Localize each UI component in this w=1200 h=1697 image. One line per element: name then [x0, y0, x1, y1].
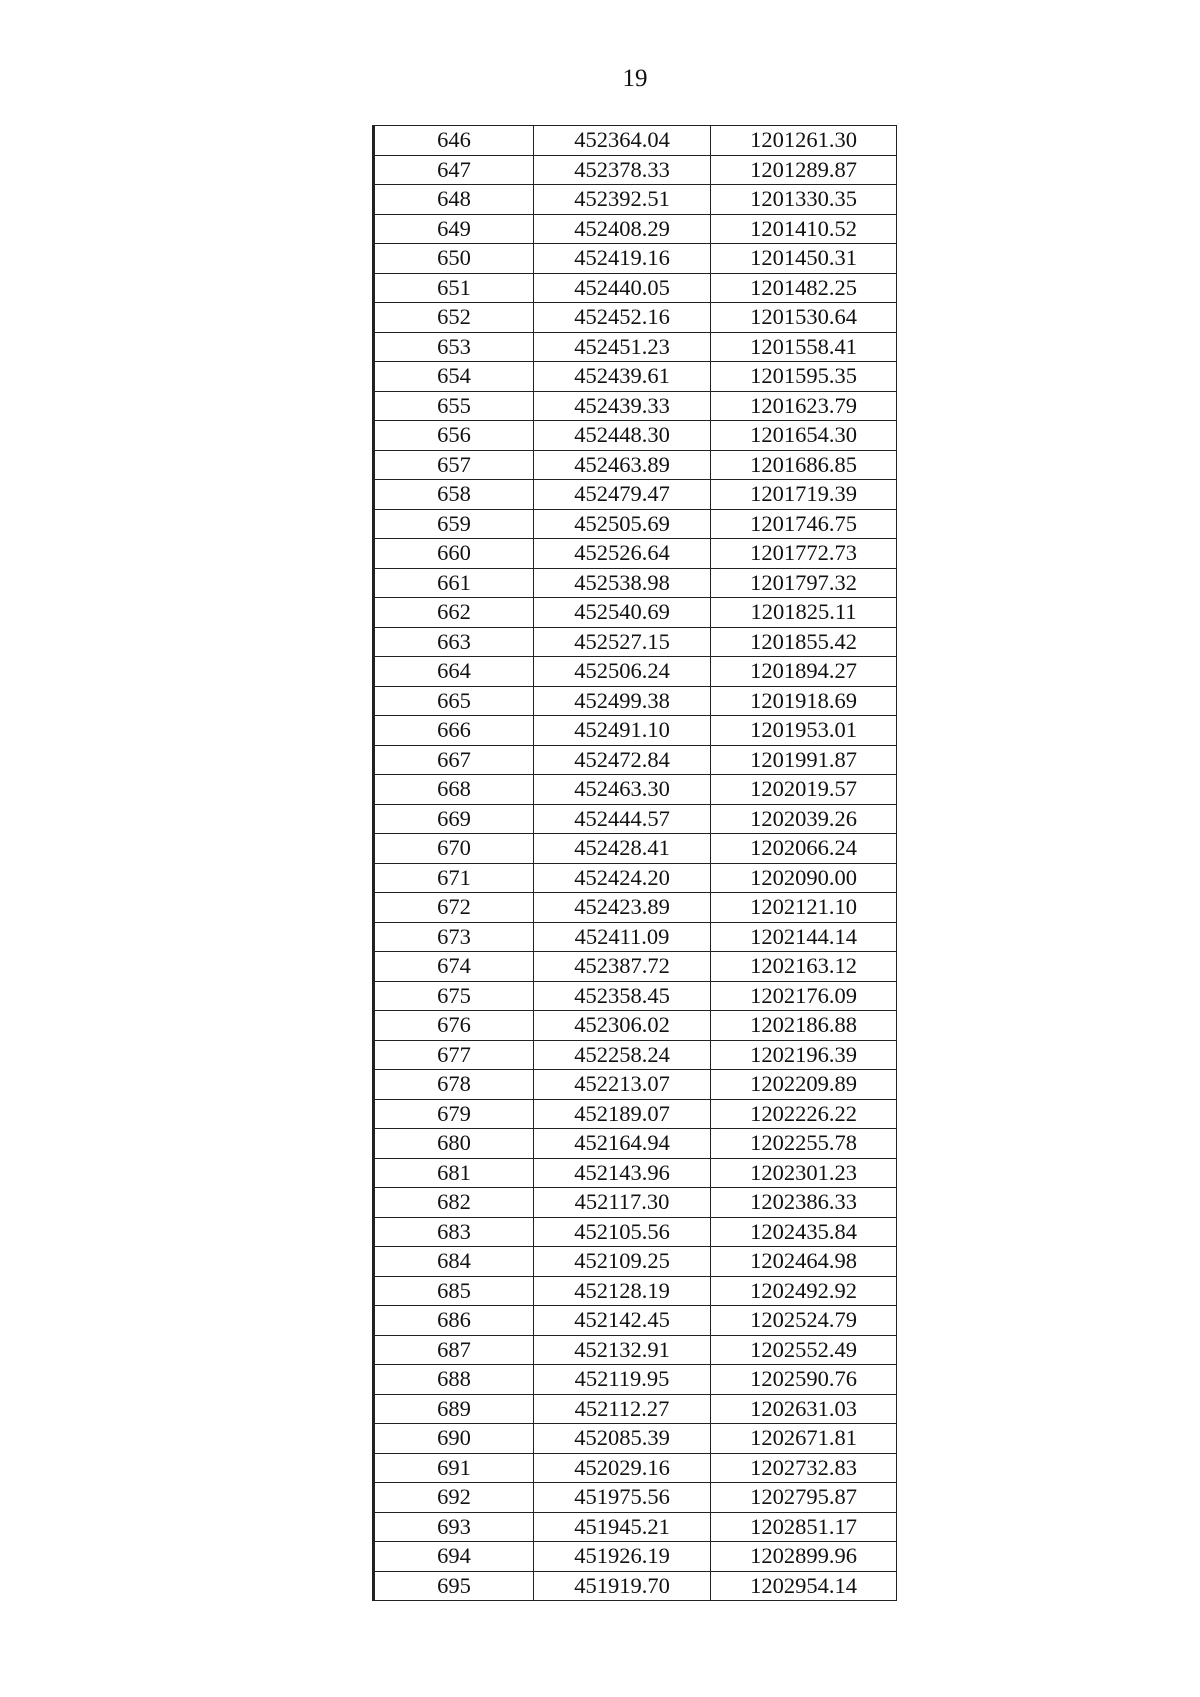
table-row — [374, 303, 897, 333]
point-number-cell: 676 — [374, 1011, 534, 1041]
x-coordinate-cell: 452085.39 — [534, 1424, 711, 1454]
y-coordinate-cell: 1202954.14 — [711, 1571, 897, 1601]
point-number-cell: 651 — [374, 273, 534, 303]
x-coordinate-cell: 452439.61 — [534, 362, 711, 392]
x-coordinate-cell: 452506.24 — [534, 657, 711, 687]
table-row — [374, 1306, 897, 1336]
table-row — [374, 686, 897, 716]
table-row — [374, 745, 897, 775]
x-coordinate-cell: 452258.24 — [534, 1040, 711, 1070]
y-coordinate-cell: 1202795.87 — [711, 1483, 897, 1513]
point-number-cell: 646 — [374, 126, 534, 156]
y-coordinate-cell: 1201261.30 — [711, 126, 897, 156]
table-row — [374, 391, 897, 421]
y-coordinate-cell: 1202039.26 — [711, 804, 897, 834]
page-number: 19 — [622, 65, 648, 92]
y-coordinate-cell: 1202090.00 — [711, 863, 897, 893]
table-row — [374, 1129, 897, 1159]
x-coordinate-cell: 452444.57 — [534, 804, 711, 834]
x-coordinate-cell: 452358.45 — [534, 981, 711, 1011]
table-row — [374, 1158, 897, 1188]
y-coordinate-cell: 1202019.57 — [711, 775, 897, 805]
point-number-cell: 647 — [374, 155, 534, 185]
x-coordinate-cell: 452112.27 — [534, 1394, 711, 1424]
table-row — [374, 362, 897, 392]
x-coordinate-cell: 452128.19 — [534, 1276, 711, 1306]
point-number-cell: 675 — [374, 981, 534, 1011]
table-row — [374, 1188, 897, 1218]
x-coordinate-cell: 452428.41 — [534, 834, 711, 864]
y-coordinate-cell: 1201797.32 — [711, 568, 897, 598]
point-number-cell: 669 — [374, 804, 534, 834]
point-number-cell: 695 — [374, 1571, 534, 1601]
table-row — [374, 1217, 897, 1247]
x-coordinate-cell: 451945.21 — [534, 1512, 711, 1542]
point-number-cell: 649 — [374, 214, 534, 244]
table-row — [374, 598, 897, 628]
point-number-cell: 693 — [374, 1512, 534, 1542]
y-coordinate-cell: 1202590.76 — [711, 1365, 897, 1395]
x-coordinate-cell: 452440.05 — [534, 273, 711, 303]
y-coordinate-cell: 1202386.33 — [711, 1188, 897, 1218]
y-coordinate-cell: 1201953.01 — [711, 716, 897, 746]
coordinates-table — [372, 125, 897, 1601]
x-coordinate-cell: 452499.38 — [534, 686, 711, 716]
point-number-cell: 668 — [374, 775, 534, 805]
x-coordinate-cell: 451975.56 — [534, 1483, 711, 1513]
x-coordinate-cell: 452423.89 — [534, 893, 711, 923]
table-row — [374, 1424, 897, 1454]
table-row — [374, 1453, 897, 1483]
y-coordinate-cell: 1201623.79 — [711, 391, 897, 421]
y-coordinate-cell: 1202671.81 — [711, 1424, 897, 1454]
point-number-cell: 679 — [374, 1099, 534, 1129]
y-coordinate-cell: 1202144.14 — [711, 922, 897, 952]
x-coordinate-cell: 452109.25 — [534, 1247, 711, 1277]
point-number-cell: 690 — [374, 1424, 534, 1454]
table-row — [374, 775, 897, 805]
point-number-cell: 652 — [374, 303, 534, 333]
table-row — [374, 1483, 897, 1513]
x-coordinate-cell: 452452.16 — [534, 303, 711, 333]
x-coordinate-cell: 452472.84 — [534, 745, 711, 775]
table-row — [374, 185, 897, 215]
point-number-cell: 648 — [374, 185, 534, 215]
x-coordinate-cell: 452491.10 — [534, 716, 711, 746]
point-number-cell: 667 — [374, 745, 534, 775]
x-coordinate-cell: 452117.30 — [534, 1188, 711, 1218]
x-coordinate-cell: 452142.45 — [534, 1306, 711, 1336]
table-row — [374, 1276, 897, 1306]
x-coordinate-cell: 452164.94 — [534, 1129, 711, 1159]
point-number-cell: 670 — [374, 834, 534, 864]
x-coordinate-cell: 452538.98 — [534, 568, 711, 598]
y-coordinate-cell: 1201410.52 — [711, 214, 897, 244]
table-row — [374, 155, 897, 185]
x-coordinate-cell: 452119.95 — [534, 1365, 711, 1395]
y-coordinate-cell: 1202196.39 — [711, 1040, 897, 1070]
y-coordinate-cell: 1202899.96 — [711, 1542, 897, 1572]
y-coordinate-cell: 1201558.41 — [711, 332, 897, 362]
y-coordinate-cell: 1201825.11 — [711, 598, 897, 628]
x-coordinate-cell: 452105.56 — [534, 1217, 711, 1247]
y-coordinate-cell: 1202176.09 — [711, 981, 897, 1011]
x-coordinate-cell: 452392.51 — [534, 185, 711, 215]
table-row — [374, 1247, 897, 1277]
table-row — [374, 1099, 897, 1129]
point-number-cell: 656 — [374, 421, 534, 451]
x-coordinate-cell: 451926.19 — [534, 1542, 711, 1572]
y-coordinate-cell: 1201482.25 — [711, 273, 897, 303]
point-number-cell: 682 — [374, 1188, 534, 1218]
x-coordinate-cell: 451919.70 — [534, 1571, 711, 1601]
table-row — [374, 863, 897, 893]
table-row — [374, 480, 897, 510]
point-number-cell: 653 — [374, 332, 534, 362]
point-number-cell: 672 — [374, 893, 534, 923]
x-coordinate-cell: 452505.69 — [534, 509, 711, 539]
table-row — [374, 1542, 897, 1572]
table-row — [374, 804, 897, 834]
table-row — [374, 1365, 897, 1395]
point-number-cell: 684 — [374, 1247, 534, 1277]
y-coordinate-cell: 1201595.35 — [711, 362, 897, 392]
y-coordinate-cell: 1201719.39 — [711, 480, 897, 510]
table-row — [374, 922, 897, 952]
table-row — [374, 893, 897, 923]
point-number-cell: 683 — [374, 1217, 534, 1247]
point-number-cell: 650 — [374, 244, 534, 274]
table-row — [374, 1070, 897, 1100]
table-row — [374, 421, 897, 451]
table-row — [374, 657, 897, 687]
x-coordinate-cell: 452439.33 — [534, 391, 711, 421]
x-coordinate-cell: 452448.30 — [534, 421, 711, 451]
table-row — [374, 332, 897, 362]
y-coordinate-cell: 1201530.64 — [711, 303, 897, 333]
x-coordinate-cell: 452527.15 — [534, 627, 711, 657]
y-coordinate-cell: 1201450.31 — [711, 244, 897, 274]
x-coordinate-cell: 452132.91 — [534, 1335, 711, 1365]
point-number-cell: 666 — [374, 716, 534, 746]
table-row — [374, 952, 897, 982]
point-number-cell: 689 — [374, 1394, 534, 1424]
y-coordinate-cell: 1202255.78 — [711, 1129, 897, 1159]
point-number-cell: 671 — [374, 863, 534, 893]
point-number-cell: 664 — [374, 657, 534, 687]
x-coordinate-cell: 452364.04 — [534, 126, 711, 156]
y-coordinate-cell: 1202435.84 — [711, 1217, 897, 1247]
table-row — [374, 834, 897, 864]
table-row — [374, 273, 897, 303]
table-row — [374, 450, 897, 480]
point-number-cell: 662 — [374, 598, 534, 628]
point-number-cell: 659 — [374, 509, 534, 539]
point-number-cell: 660 — [374, 539, 534, 569]
table-row — [374, 126, 897, 156]
table-row — [374, 568, 897, 598]
x-coordinate-cell: 452411.09 — [534, 922, 711, 952]
y-coordinate-cell: 1201772.73 — [711, 539, 897, 569]
y-coordinate-cell: 1202209.89 — [711, 1070, 897, 1100]
y-coordinate-cell: 1202066.24 — [711, 834, 897, 864]
y-coordinate-cell: 1202301.23 — [711, 1158, 897, 1188]
x-coordinate-cell: 452451.23 — [534, 332, 711, 362]
table-row — [374, 1571, 897, 1601]
point-number-cell: 677 — [374, 1040, 534, 1070]
y-coordinate-cell: 1202121.10 — [711, 893, 897, 923]
point-number-cell: 681 — [374, 1158, 534, 1188]
point-number-cell: 663 — [374, 627, 534, 657]
y-coordinate-cell: 1201330.35 — [711, 185, 897, 215]
y-coordinate-cell: 1202464.98 — [711, 1247, 897, 1277]
x-coordinate-cell: 452408.29 — [534, 214, 711, 244]
y-coordinate-cell: 1201991.87 — [711, 745, 897, 775]
point-number-cell: 658 — [374, 480, 534, 510]
table-row — [374, 716, 897, 746]
x-coordinate-cell: 452526.64 — [534, 539, 711, 569]
x-coordinate-cell: 452029.16 — [534, 1453, 711, 1483]
x-coordinate-cell: 452213.07 — [534, 1070, 711, 1100]
x-coordinate-cell: 452540.69 — [534, 598, 711, 628]
table-row — [374, 1011, 897, 1041]
table-row — [374, 1040, 897, 1070]
x-coordinate-cell: 452419.16 — [534, 244, 711, 274]
y-coordinate-cell: 1201654.30 — [711, 421, 897, 451]
x-coordinate-cell: 452387.72 — [534, 952, 711, 982]
y-coordinate-cell: 1202851.17 — [711, 1512, 897, 1542]
point-number-cell: 678 — [374, 1070, 534, 1100]
y-coordinate-cell: 1202631.03 — [711, 1394, 897, 1424]
point-number-cell: 661 — [374, 568, 534, 598]
point-number-cell: 687 — [374, 1335, 534, 1365]
y-coordinate-cell: 1202163.12 — [711, 952, 897, 982]
point-number-cell: 680 — [374, 1129, 534, 1159]
x-coordinate-cell: 452306.02 — [534, 1011, 711, 1041]
y-coordinate-cell: 1201686.85 — [711, 450, 897, 480]
point-number-cell: 654 — [374, 362, 534, 392]
point-number-cell: 685 — [374, 1276, 534, 1306]
x-coordinate-cell: 452378.33 — [534, 155, 711, 185]
table-row — [374, 509, 897, 539]
x-coordinate-cell: 452143.96 — [534, 1158, 711, 1188]
y-coordinate-cell: 1202552.49 — [711, 1335, 897, 1365]
y-coordinate-cell: 1201855.42 — [711, 627, 897, 657]
y-coordinate-cell: 1202732.83 — [711, 1453, 897, 1483]
table-row — [374, 627, 897, 657]
y-coordinate-cell: 1201918.69 — [711, 686, 897, 716]
point-number-cell: 674 — [374, 952, 534, 982]
table-row — [374, 214, 897, 244]
point-number-cell: 657 — [374, 450, 534, 480]
y-coordinate-cell: 1202226.22 — [711, 1099, 897, 1129]
y-coordinate-cell: 1202524.79 — [711, 1306, 897, 1336]
table-row — [374, 1335, 897, 1365]
y-coordinate-cell: 1201746.75 — [711, 509, 897, 539]
x-coordinate-cell: 452479.47 — [534, 480, 711, 510]
point-number-cell: 686 — [374, 1306, 534, 1336]
point-number-cell: 694 — [374, 1542, 534, 1572]
point-number-cell: 655 — [374, 391, 534, 421]
x-coordinate-cell: 452189.07 — [534, 1099, 711, 1129]
table-row — [374, 539, 897, 569]
x-coordinate-cell: 452463.89 — [534, 450, 711, 480]
point-number-cell: 688 — [374, 1365, 534, 1395]
y-coordinate-cell: 1201289.87 — [711, 155, 897, 185]
point-number-cell: 665 — [374, 686, 534, 716]
point-number-cell: 691 — [374, 1453, 534, 1483]
y-coordinate-cell: 1202492.92 — [711, 1276, 897, 1306]
x-coordinate-cell: 452463.30 — [534, 775, 711, 805]
coordinates-table-body — [374, 126, 897, 1601]
table-row — [374, 1512, 897, 1542]
x-coordinate-cell: 452424.20 — [534, 863, 711, 893]
table-row — [374, 1394, 897, 1424]
y-coordinate-cell: 1202186.88 — [711, 1011, 897, 1041]
table-row — [374, 244, 897, 274]
table-row — [374, 981, 897, 1011]
point-number-cell: 692 — [374, 1483, 534, 1513]
point-number-cell: 673 — [374, 922, 534, 952]
y-coordinate-cell: 1201894.27 — [711, 657, 897, 687]
